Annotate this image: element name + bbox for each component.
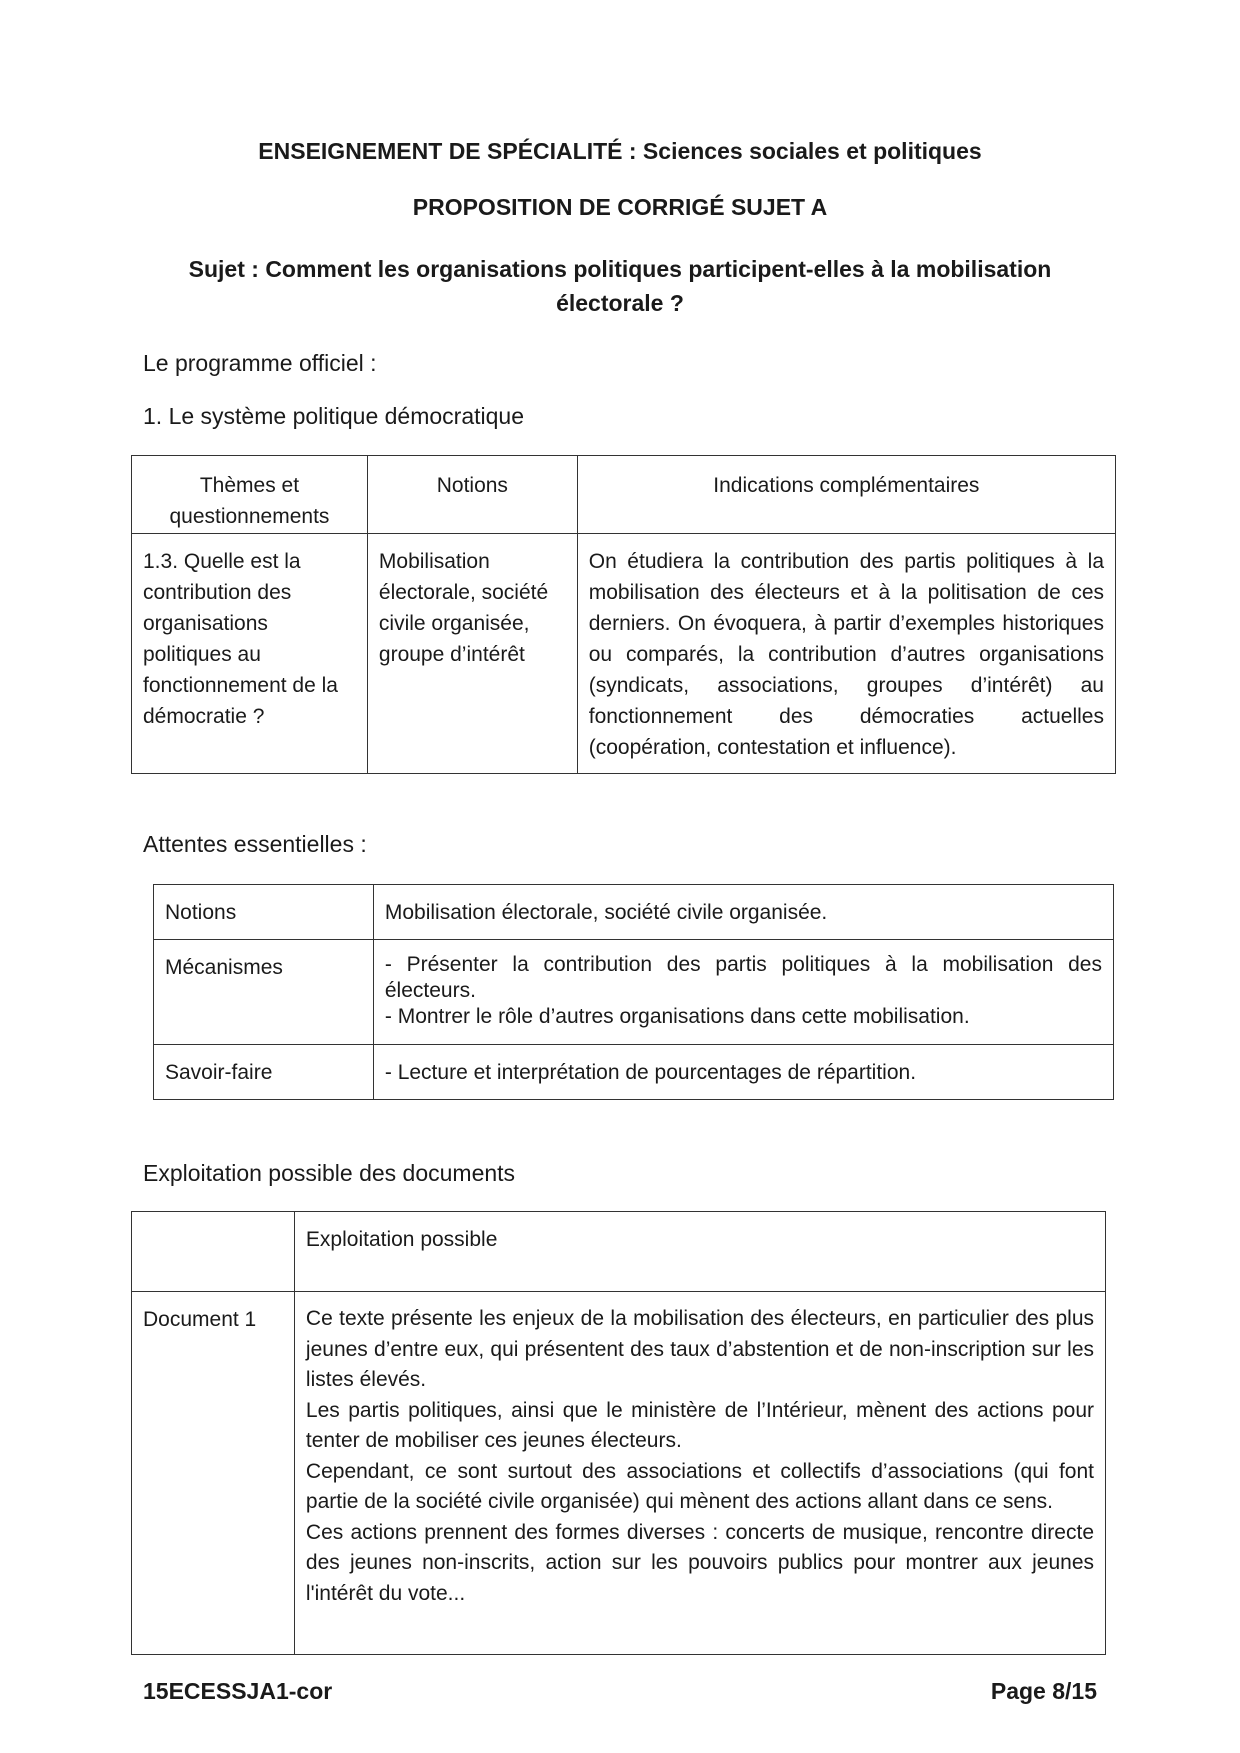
exploitation-paragraph-2: Les partis politiques, ainsi que le ministère de l’Intérieur, mènent des actions pour tenter de mobiliser ces jeunes électeurs. (305, 1398, 1094, 1452)
row-key-savoir-faire: Savoir-faire (165, 1061, 273, 1084)
cell-indications: On étudiera la contribution des partis politiques à la mobilisation des électeurs et à la politisation de ces derniers. On évoquera, à partir d’exemples historiques ou comparés, la contribution d’autres organisations (syndicats, associations, groupes d’intérêt) au fonctionnement des démocraties actuelles (coopération, contestation et influence). (588, 550, 1104, 759)
exploitation-paragraph-4: Ces actions prennent des formes diverses : concerts de musique, rencontre directe des jeunes non-inscrits, action sur les pouvoirs publics pour montrer aux jeunes l'intérêt du vote... (305, 1520, 1094, 1605)
subject-line-1: Sujet : Comment les organisations politiques participent-elles à la mobilisation (188, 256, 1052, 282)
row-value-savoir-faire: - Lecture et interprétation de pourcentages de répartition. (384, 1061, 917, 1084)
table-header-row (132, 1212, 1106, 1292)
header-themes: Thèmes et questionnements (169, 474, 330, 528)
table-row (154, 940, 1114, 1045)
cell-notions: Mobilisation électorale, société civile organisée, groupe d’intérêt (378, 550, 549, 666)
exploitation-paragraph-3: Cependant, ce sont surtout des associations et collectifs d’associations (qui font partie de la société civile organisée) qui mènent des actions allant dans ce sens. (305, 1459, 1094, 1513)
row-key-mecanismes: Mécanismes (165, 956, 283, 979)
subject-heading (140, 252, 1100, 320)
header-indications: Indications complémentaires (713, 474, 980, 497)
attentes-table (153, 884, 1114, 1100)
document-subtitle: PROPOSITION DE CORRIGÉ SUJET A (412, 194, 828, 220)
header-notions: Notions (436, 474, 508, 497)
subject-line-2: électorale ? (556, 290, 684, 316)
table-row (132, 1292, 1106, 1655)
table-row (154, 885, 1114, 940)
programme-label: Le programme officiel : (143, 350, 377, 376)
row-value-mecanismes-1: - Présenter la contribution des partis politiques à la mobilisation des électeurs. (384, 953, 1102, 1002)
row-value-mecanismes-2: - Montrer le rôle d’autres organisations dans cette mobilisation. (384, 1005, 970, 1028)
exploitation-table (131, 1211, 1106, 1655)
document-title: ENSEIGNEMENT DE SPÉCIALITÉ : Sciences sociales et politiques (258, 138, 982, 164)
cell-theme: 1.3. Quelle est la contribution des organisations politiques au fonctionnement de la démocratie ? (143, 550, 338, 728)
row-value-notions: Mobilisation électorale, société civile organisée. (384, 901, 828, 924)
programme-table (131, 455, 1116, 774)
table-header-row (132, 456, 1116, 534)
attentes-label: Attentes essentielles : (143, 831, 367, 857)
table-row (132, 534, 1116, 774)
header-exploitation: Exploitation possible (305, 1228, 498, 1251)
doc-label: Document 1 (143, 1308, 257, 1331)
footer-page-number: Page 8/15 (990, 1678, 1097, 1704)
row-key-notions: Notions (165, 901, 237, 924)
table-row (154, 1045, 1114, 1100)
programme-section: 1. Le système politique démocratique (143, 403, 524, 429)
exploitation-paragraph-1: Ce texte présente les enjeux de la mobilisation des électeurs, en particulier des plus jeunes d’entre eux, qui présentent des taux d’abstention et de non-inscription sur les listes élevés. (305, 1307, 1094, 1391)
exploitation-label: Exploitation possible des documents (143, 1160, 516, 1186)
footer-code: 15ECESSJA1-cor (143, 1678, 333, 1704)
